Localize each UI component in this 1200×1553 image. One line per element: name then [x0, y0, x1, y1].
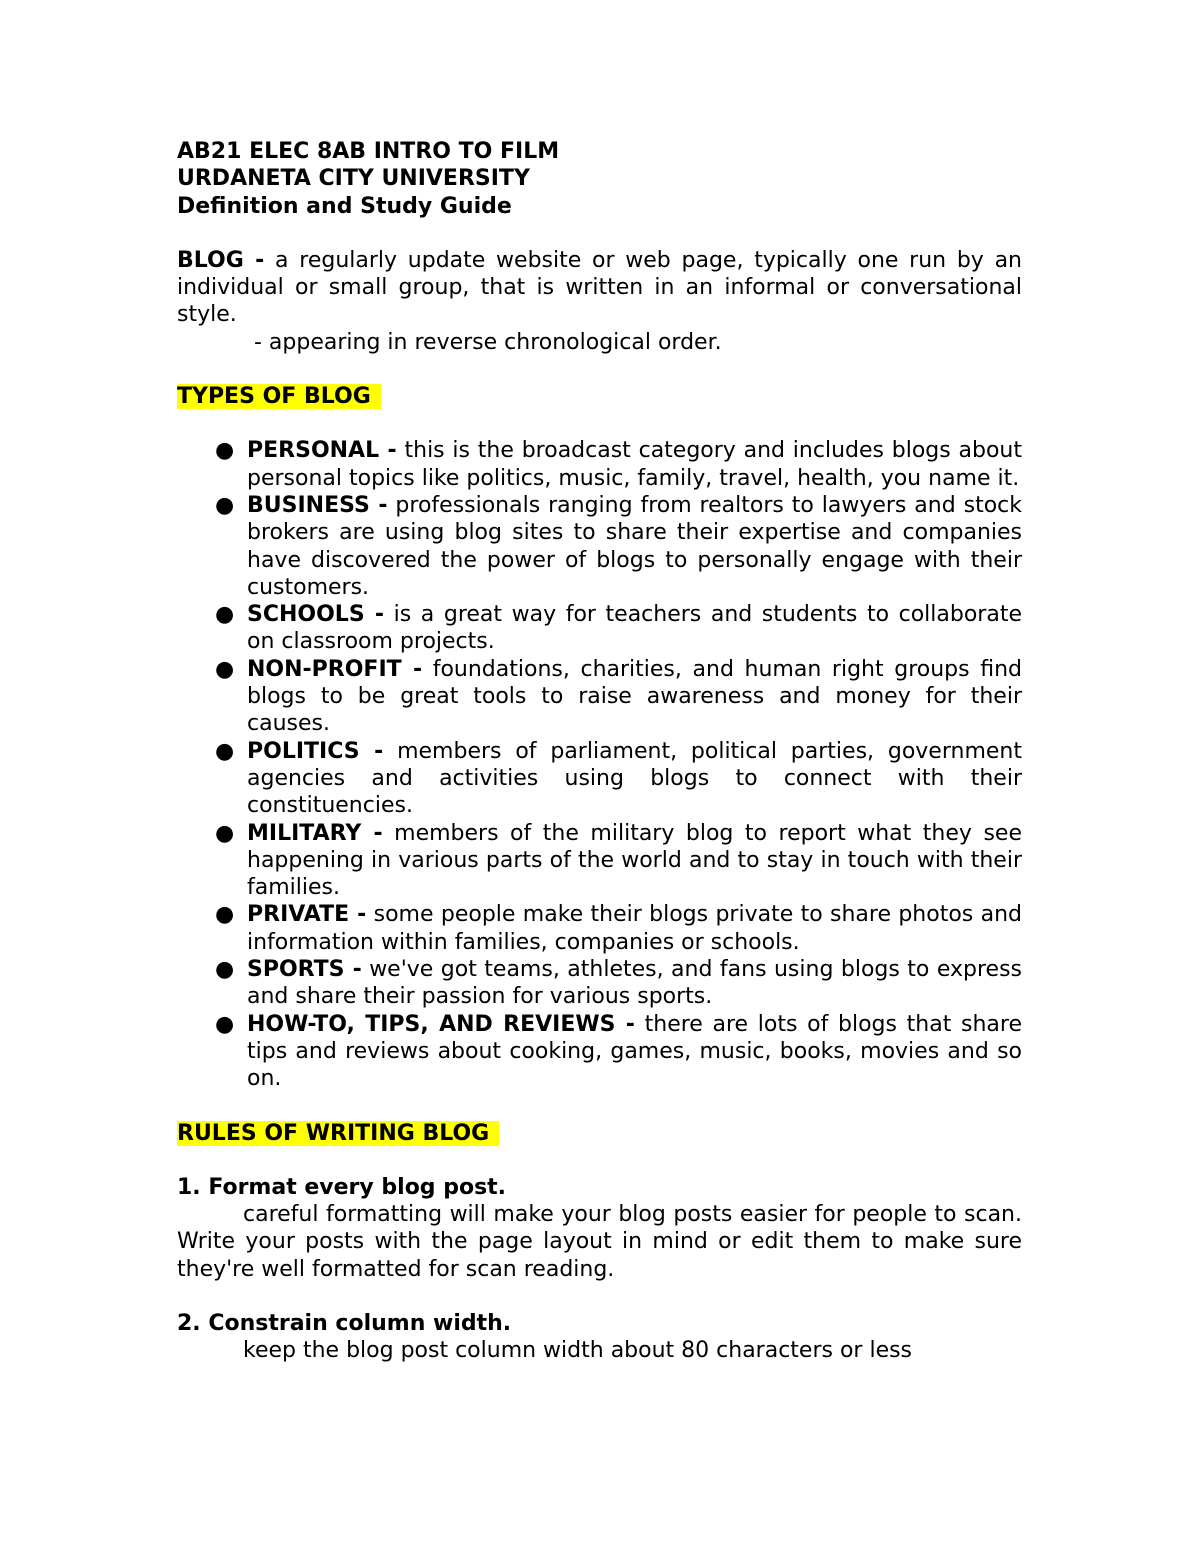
bullet-icon: ● — [215, 957, 235, 983]
bullet-icon: ● — [215, 492, 235, 518]
course-title: AB21 ELEC 8AB INTRO TO FILM — [177, 139, 560, 164]
rule-body: careful formatting will make your blog posts easier for people to scan. Write your posts with the page layout in mind or edit them to make sure they're well formatted for scan reading. — [177, 1202, 1022, 1282]
document-page — [177, 138, 1022, 1365]
list-item: ● SCHOOLS - is a great way for teachers and students to collaborate on classroom projects. — [215, 602, 1022, 655]
list-item: ● SPORTS - we've got teams, athletes, and fans using blogs to express and share their passion for various sports. — [215, 957, 1022, 1010]
university-name: URDANETA CITY UNIVERSITY — [177, 166, 530, 192]
list-item: ● MILITARY - members of the military blog to report what they see happening in various parts of the world and to stay in touch with their families. — [215, 820, 1022, 901]
list-item: ● PRIVATE - some people make their blogs private to share photos and information within families, companies or schools. — [215, 902, 1022, 955]
definition-sub-point: - appearing in reverse chronological order. — [254, 329, 722, 355]
bullet-icon: ● — [215, 1011, 235, 1037]
bullet-icon: ● — [215, 738, 235, 764]
bullet-icon: ● — [215, 902, 235, 928]
bullet-icon: ● — [215, 438, 235, 464]
rules-section-title: RULES OF WRITING BLOG — [177, 1120, 1022, 1147]
bullet-icon: ● — [215, 820, 235, 846]
definition-text: a regularly update website or web page, typically one run by an individual or small group, that is written in an informal or conversational style. — [177, 247, 1022, 328]
list-item: ● NON-PROFIT - foundations, charities, and human right groups find blogs to be great tools to raise awareness and money for their causes. — [215, 656, 1022, 737]
rule-body: keep the blog post column width about 80 characters or less — [243, 1338, 913, 1364]
blog-definition — [177, 247, 1022, 329]
bullet-icon: ● — [215, 656, 235, 682]
list-item: ● PERSONAL - this is the broadcast category and includes blogs about personal topics like politics, music, family, travel, health, you name it. — [215, 438, 1023, 491]
types-list — [177, 437, 1022, 1092]
definition-term: BLOG - — [177, 247, 265, 273]
list-item: ● POLITICS - members of parliament, political parties, government agencies and activities using blogs to connect with their constituencies. — [215, 738, 1022, 819]
bullet-icon: ● — [215, 602, 235, 628]
rule-title: 2. Constrain column width. — [177, 1310, 512, 1336]
rule-title: 1. Format every blog post. — [177, 1174, 507, 1200]
types-section-title: TYPES OF BLOG — [177, 383, 1022, 410]
guide-title: Definition and Study Guide — [177, 193, 512, 219]
list-item: ● BUSINESS - professionals ranging from realtors to lawyers and stock brokers are using blog sites to share their expertise and companies have discovered the power of blogs to personally engage with their customers. — [215, 492, 1022, 600]
list-item: ● HOW-TO, TIPS, AND REVIEWS - there are lots of blogs that share tips and reviews about cooking, games, music, books, movies and so on. — [215, 1011, 1022, 1092]
